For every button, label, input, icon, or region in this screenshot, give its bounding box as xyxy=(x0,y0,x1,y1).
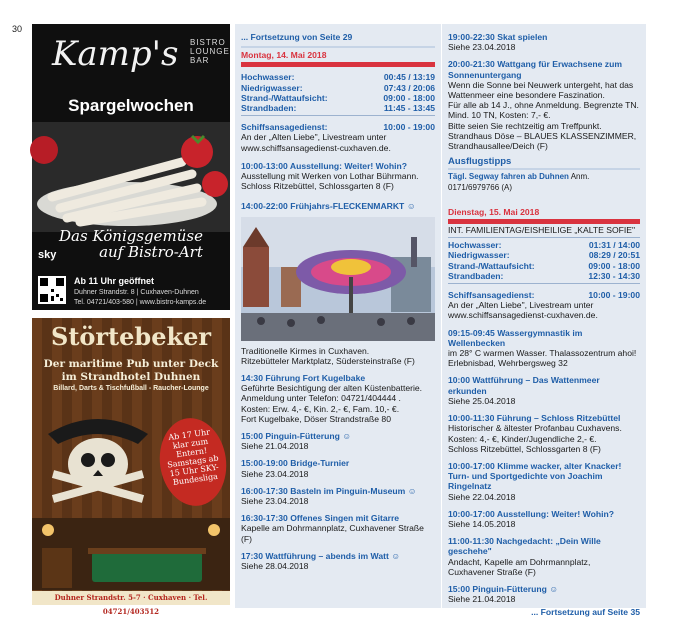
tips-line: Tägl. Segway fahren ab Duhnen Anm. 0171/6979766 (A) xyxy=(448,172,590,192)
event-text: Siehe 23.04.2018 xyxy=(241,496,309,507)
kamps-tag-lounge: LOUNGE xyxy=(190,47,230,56)
event-title: 10:00-17:00 Ausstellung: Weiter! Wohin? xyxy=(448,508,615,519)
stoertebeker-sub-2: im Strandhotel Duhnen xyxy=(61,371,201,383)
ships-time: 10:00 - 19:00 xyxy=(383,122,435,133)
event-text: Geführte Besichtigung der alten Küstenbatterie. xyxy=(241,383,423,394)
event-title: 17:30 Wattführung – abends im Watt ☺ xyxy=(241,550,401,561)
tides-monday xyxy=(241,72,435,113)
tide-row xyxy=(448,261,640,271)
event-text: Schloss Ritzebüttel, Schlossgarten 8 (F) xyxy=(448,443,601,454)
kamps-slogan-2: auf Bistro-Art xyxy=(99,243,203,261)
event-title: 15:00-19:00 Bridge-Turnier xyxy=(241,458,350,469)
event-text: Wattenmeer eine besondere Faszination. xyxy=(448,90,605,101)
continued-from: ... Fortsetzung von Seite 29 xyxy=(241,32,353,42)
event-text: Traditionelle Kirmes in Cuxhaven. xyxy=(241,345,370,356)
stoertebeker-ad xyxy=(32,318,230,616)
date-heading-monday: Montag, 14. Mai 2018 xyxy=(241,50,327,61)
tide-value: 11:45 - 13:45 xyxy=(383,103,435,114)
tide-row xyxy=(241,72,435,82)
tide-value: 01:31 / 14:00 xyxy=(588,240,640,251)
tide-label: Hochwasser: xyxy=(241,72,295,83)
event-title: Sonnenuntergang xyxy=(448,69,522,80)
events-column-1 xyxy=(235,24,441,608)
stoertebeker-title: Störtebeker xyxy=(50,322,212,351)
event-text: Siehe 22.04.2018 xyxy=(448,491,516,502)
event-text: Ausstellung mit Werken von Lothar Bührmann. xyxy=(241,171,419,182)
kamps-address: Duhner Strandstr. 8 | Cuxhaven-Duhnen xyxy=(74,289,199,296)
tide-value: 07:43 / 20:06 xyxy=(383,82,435,93)
event-title: 14:30 Führung Fort Kugelbake xyxy=(241,373,366,384)
event-text: Kosten: Erw. 4,- €, Kin. 2,- €, Fam. 10,- €. xyxy=(241,403,400,414)
event-title: 10:00-17:00 Klimme wacker, alter Knacker! xyxy=(448,460,622,471)
event-text: Schloss Ritzebüttel, Schlossgarten 8 (F) xyxy=(241,181,394,192)
event-title: 19:00-22:30 Skat spielen xyxy=(448,32,548,42)
tide-row xyxy=(448,240,640,250)
ships-label: Schiffsansagedienst: xyxy=(448,290,535,301)
asparagus-photo xyxy=(32,122,230,232)
event-text: Fort Kugelbake, Döser Strandstraße 80 xyxy=(241,413,391,424)
event-text: Kapelle am Dohrmannplatz, Cuxhavener Straße (F) xyxy=(241,523,424,544)
kamps-ad xyxy=(32,24,230,310)
kamps-tag-bar: BAR xyxy=(190,56,210,65)
event-title: 15:00 Pinguin-Fütterung ☺ xyxy=(448,583,558,594)
ships-text-2: www.schiffsansagedienst-cuxhaven.de. xyxy=(241,142,391,153)
event-text: Strandhausallee/Deich (F) xyxy=(448,141,548,152)
event-title: Turn- und Sportgedichte von Joachim Ringelnatz xyxy=(448,471,603,492)
tide-label: Hochwasser: xyxy=(448,240,502,251)
spargel-headline: Spargelwochen xyxy=(68,96,194,115)
event-text: Siehe 21.04.2018 xyxy=(241,441,309,452)
pirate-skull-icon xyxy=(38,404,158,514)
tide-label: Niedrigwasser: xyxy=(448,250,510,261)
event-text: Siehe 23.04.2018 xyxy=(241,468,309,479)
event-text: Siehe 25.04.2018 xyxy=(448,395,516,406)
event-text: Siehe 21.04.2018 xyxy=(448,594,516,605)
ships-text-2: www.schiffsansagedienst-cuxhaven.de. xyxy=(448,310,598,321)
event-text: Historischer & ältester Profanbau Cuxhavens. xyxy=(448,423,622,434)
event-text: Siehe 23.04.2018 xyxy=(448,42,516,53)
event-title: 09:15-09:45 Wassergymnastik im Wellenbecken xyxy=(448,327,583,348)
tide-label: Strandbaden: xyxy=(448,270,504,281)
tide-value: 08:29 / 20:51 xyxy=(588,250,640,261)
stoertebeker-sub-1: Der maritime Pub unter Deck xyxy=(43,358,219,370)
tide-value: 09:00 - 18:00 xyxy=(588,260,640,271)
tide-label: Strandbaden: xyxy=(241,103,297,114)
event-text: Siehe 28.04.2018 xyxy=(241,561,309,572)
event-text: Wenn die Sonne bei Neuwerk untergeht, hat das xyxy=(448,79,634,90)
tide-value: 00:45 / 13:19 xyxy=(383,72,435,83)
event-text: im 28° C warmen Wasser. Thalassozentrum ahoi! xyxy=(448,348,637,359)
tide-row xyxy=(448,271,640,281)
pub-interior-photo xyxy=(32,518,230,590)
kamps-tag-bistro: BISTRO xyxy=(190,38,226,47)
stoertebeker-sub-3: Billard, Darts & Tischfußball - Raucher-Lounge xyxy=(53,385,209,392)
fair-photo xyxy=(241,217,435,341)
event-text: Bitte seien Sie rechtzeitig am Treffpunkt. xyxy=(448,120,602,131)
event-text: Cuxhavener Straße (F) xyxy=(448,566,536,577)
event-text: Strandhaus Döse – BLAUES KLASSENZIMMER, xyxy=(448,130,637,141)
event-text: Kosten: 4,- €, Kinder/Jugendliche 2,- €. xyxy=(448,433,597,444)
tips-heading: Ausflugstipps xyxy=(448,156,512,168)
tides-tuesday xyxy=(448,240,640,281)
event-title: 10:00-13:00 Ausstellung: Weiter! Wohin? xyxy=(241,160,408,171)
event-text: Mind. 10 TN, Kosten: 7,- €. xyxy=(448,110,551,121)
kamps-contact: Tel. 04721/403-580 | www.bistro-kamps.de xyxy=(74,299,207,306)
ships-text-1: An der „Alten Liebe", Livestream unter xyxy=(448,300,594,311)
kamps-hours: Ab 11 Uhr geöffnet xyxy=(74,276,155,286)
event-title: 11:00-11:30 Nachgedacht: „Dein Wille geschehe" xyxy=(448,536,601,557)
event-title: 20:00-21:30 Wattgang für Erwachsene zum xyxy=(448,59,622,70)
event-text: Erlebnisbad, Wehrbergsweg 32 xyxy=(448,358,568,369)
ships-time: 10:00 - 19:00 xyxy=(588,290,640,301)
event-title: 16:30-17:30 Offenes Singen mit Gitarre xyxy=(241,513,400,524)
qr-code-icon xyxy=(38,276,66,304)
tide-label: Strand-/Wattaufsicht: xyxy=(448,260,535,271)
tide-label: Niedrigwasser: xyxy=(241,82,303,93)
tide-value: 12:30 - 14:30 xyxy=(588,270,640,281)
continued-to: ... Fortsetzung auf Seite 35 xyxy=(531,607,640,618)
date-heading-tuesday: Dienstag, 15. Mai 2018 xyxy=(448,206,540,217)
tide-row xyxy=(241,83,435,93)
event-text: Ritzebütteler Marktplatz, Südersteinstraße (F) xyxy=(241,355,415,366)
event-title: 15:00 Pinguin-Fütterung ☺ xyxy=(241,431,351,442)
tide-label: Strand-/Wattaufsicht: xyxy=(241,92,328,103)
event-text: Für alle ab 14 J., ohne Anmeldung. Begrenzte TN. xyxy=(448,100,639,111)
tide-row xyxy=(448,250,640,260)
event-title: 14:00-22:00 Frühjahrs-FLECKENMARKT ☺ xyxy=(241,201,416,212)
page-number: 30 xyxy=(12,24,23,34)
kamps-logo: Kamp's xyxy=(52,34,179,74)
offer-bubble-text: Ab 17 Uhr klar zum Entern! Samstags ab 15 Uhr SKY-Bundesliga xyxy=(166,427,220,487)
tide-row xyxy=(241,103,435,113)
event-text: Siehe 14.05.2018 xyxy=(448,518,516,529)
kamps-slogan-1: Das Königsgemüse xyxy=(59,227,203,245)
event-title: 10:00 Wattführung – Das Wattenmeer erkunden xyxy=(448,375,600,396)
ships-label: Schiffsansagedienst: xyxy=(241,122,328,133)
ships-text-1: An der „Alten Liebe", Livestream unter xyxy=(241,132,387,143)
event-text: Anmeldung unter Telefon: 04721/404444 . xyxy=(241,393,401,404)
special-day: INT. FAMILIENTAG/EISHEILIGE „KALTE SOFIE" xyxy=(448,225,636,236)
event-text: Andacht, Kapelle am Dohrmannplatz, xyxy=(448,556,591,567)
tide-row xyxy=(241,93,435,103)
tide-value: 09:00 - 18:00 xyxy=(383,92,435,103)
events-column-2 xyxy=(442,24,646,618)
event-title: 10:00-11:30 Führung – Schloss Ritzebüttel xyxy=(448,413,621,424)
stoertebeker-footer: Duhner Strandstr. 5-7 · Cuxhaven · Tel. 04721/403512 xyxy=(32,591,230,605)
event-title: 16:00-17:30 Basteln im Pinguin-Museum ☺ xyxy=(241,485,417,496)
sky-logo: sky xyxy=(38,249,57,261)
